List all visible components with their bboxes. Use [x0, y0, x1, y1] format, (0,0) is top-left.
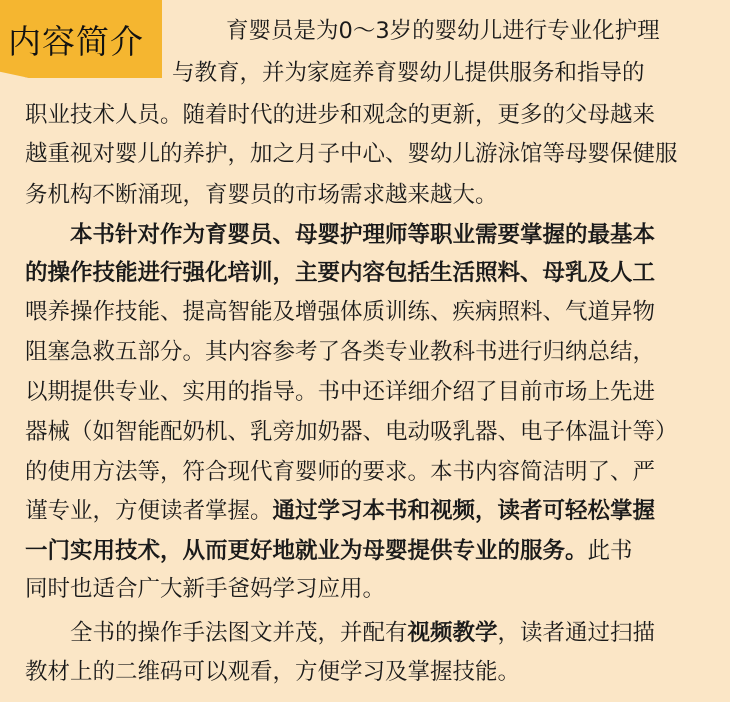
text-span: ，读者通过扫描	[497, 620, 656, 646]
text-line: 本书针对作为育婴员、母婴护理师等职业需要掌握的最基本	[70, 222, 656, 248]
text-line	[25, 497, 655, 525]
text-line: 务机构不断涌现，育婴员的市场需求越来越大。	[25, 182, 498, 208]
text-span-bold: 通过学习本书和视频，读者可轻松掌握	[272, 498, 656, 524]
text-line: 的使用方法等，符合现代育婴师的要求。本书内容简洁明了、严	[25, 459, 656, 485]
text-span-bold: 一门实用技术，从而更好地就业为母婴提供专业的服务。	[25, 538, 588, 564]
text-line: 职业技术人员。随着时代的进步和观念的更新，更多的父母越来	[25, 102, 656, 128]
text-line: 越重视对婴儿的养护，加之月子中心、婴幼儿游泳馆等母婴保健服	[25, 141, 678, 167]
text-line	[70, 619, 655, 647]
text-line: 以期提供专业、实用的指导。书中还详细介绍了目前市场上先进	[25, 379, 656, 405]
section-title: 内容简介	[8, 22, 144, 61]
text-line: 教材上的二维码可以观看，方便学习及掌握技能。	[25, 659, 521, 685]
text-line: 同时也适合广大新手爸妈学习应用。	[25, 576, 386, 602]
text-span: 此书	[587, 538, 633, 564]
text-span: 的操作技能进行强化培训，主要内容包括生活照料、母乳及人工	[25, 260, 656, 286]
text-line: 阻塞急救五部分。其内容参考了各类专业教科书进行归纳总结，	[25, 339, 656, 365]
text-line: 育婴员是为0～3岁的婴幼儿进行专业化护理	[226, 18, 660, 44]
text-line: 与教育，并为家庭养育婴幼儿提供服务和指导的	[172, 60, 645, 86]
text-line	[25, 537, 633, 565]
text-line: 器械（如智能配奶机、乳旁加奶器、电动吸乳器、电子体温计等）	[25, 419, 678, 445]
text-span: 谨专业，方便读者掌握。	[25, 498, 273, 524]
text-line	[25, 259, 655, 287]
text-span: 全书的操作手法图文并茂，并配有	[70, 620, 408, 646]
text-line: 喂养操作技能、提高智能及增强体质训练、疾病照料、气道异物	[25, 299, 656, 325]
text-span-bold: 视频教学	[407, 620, 498, 646]
